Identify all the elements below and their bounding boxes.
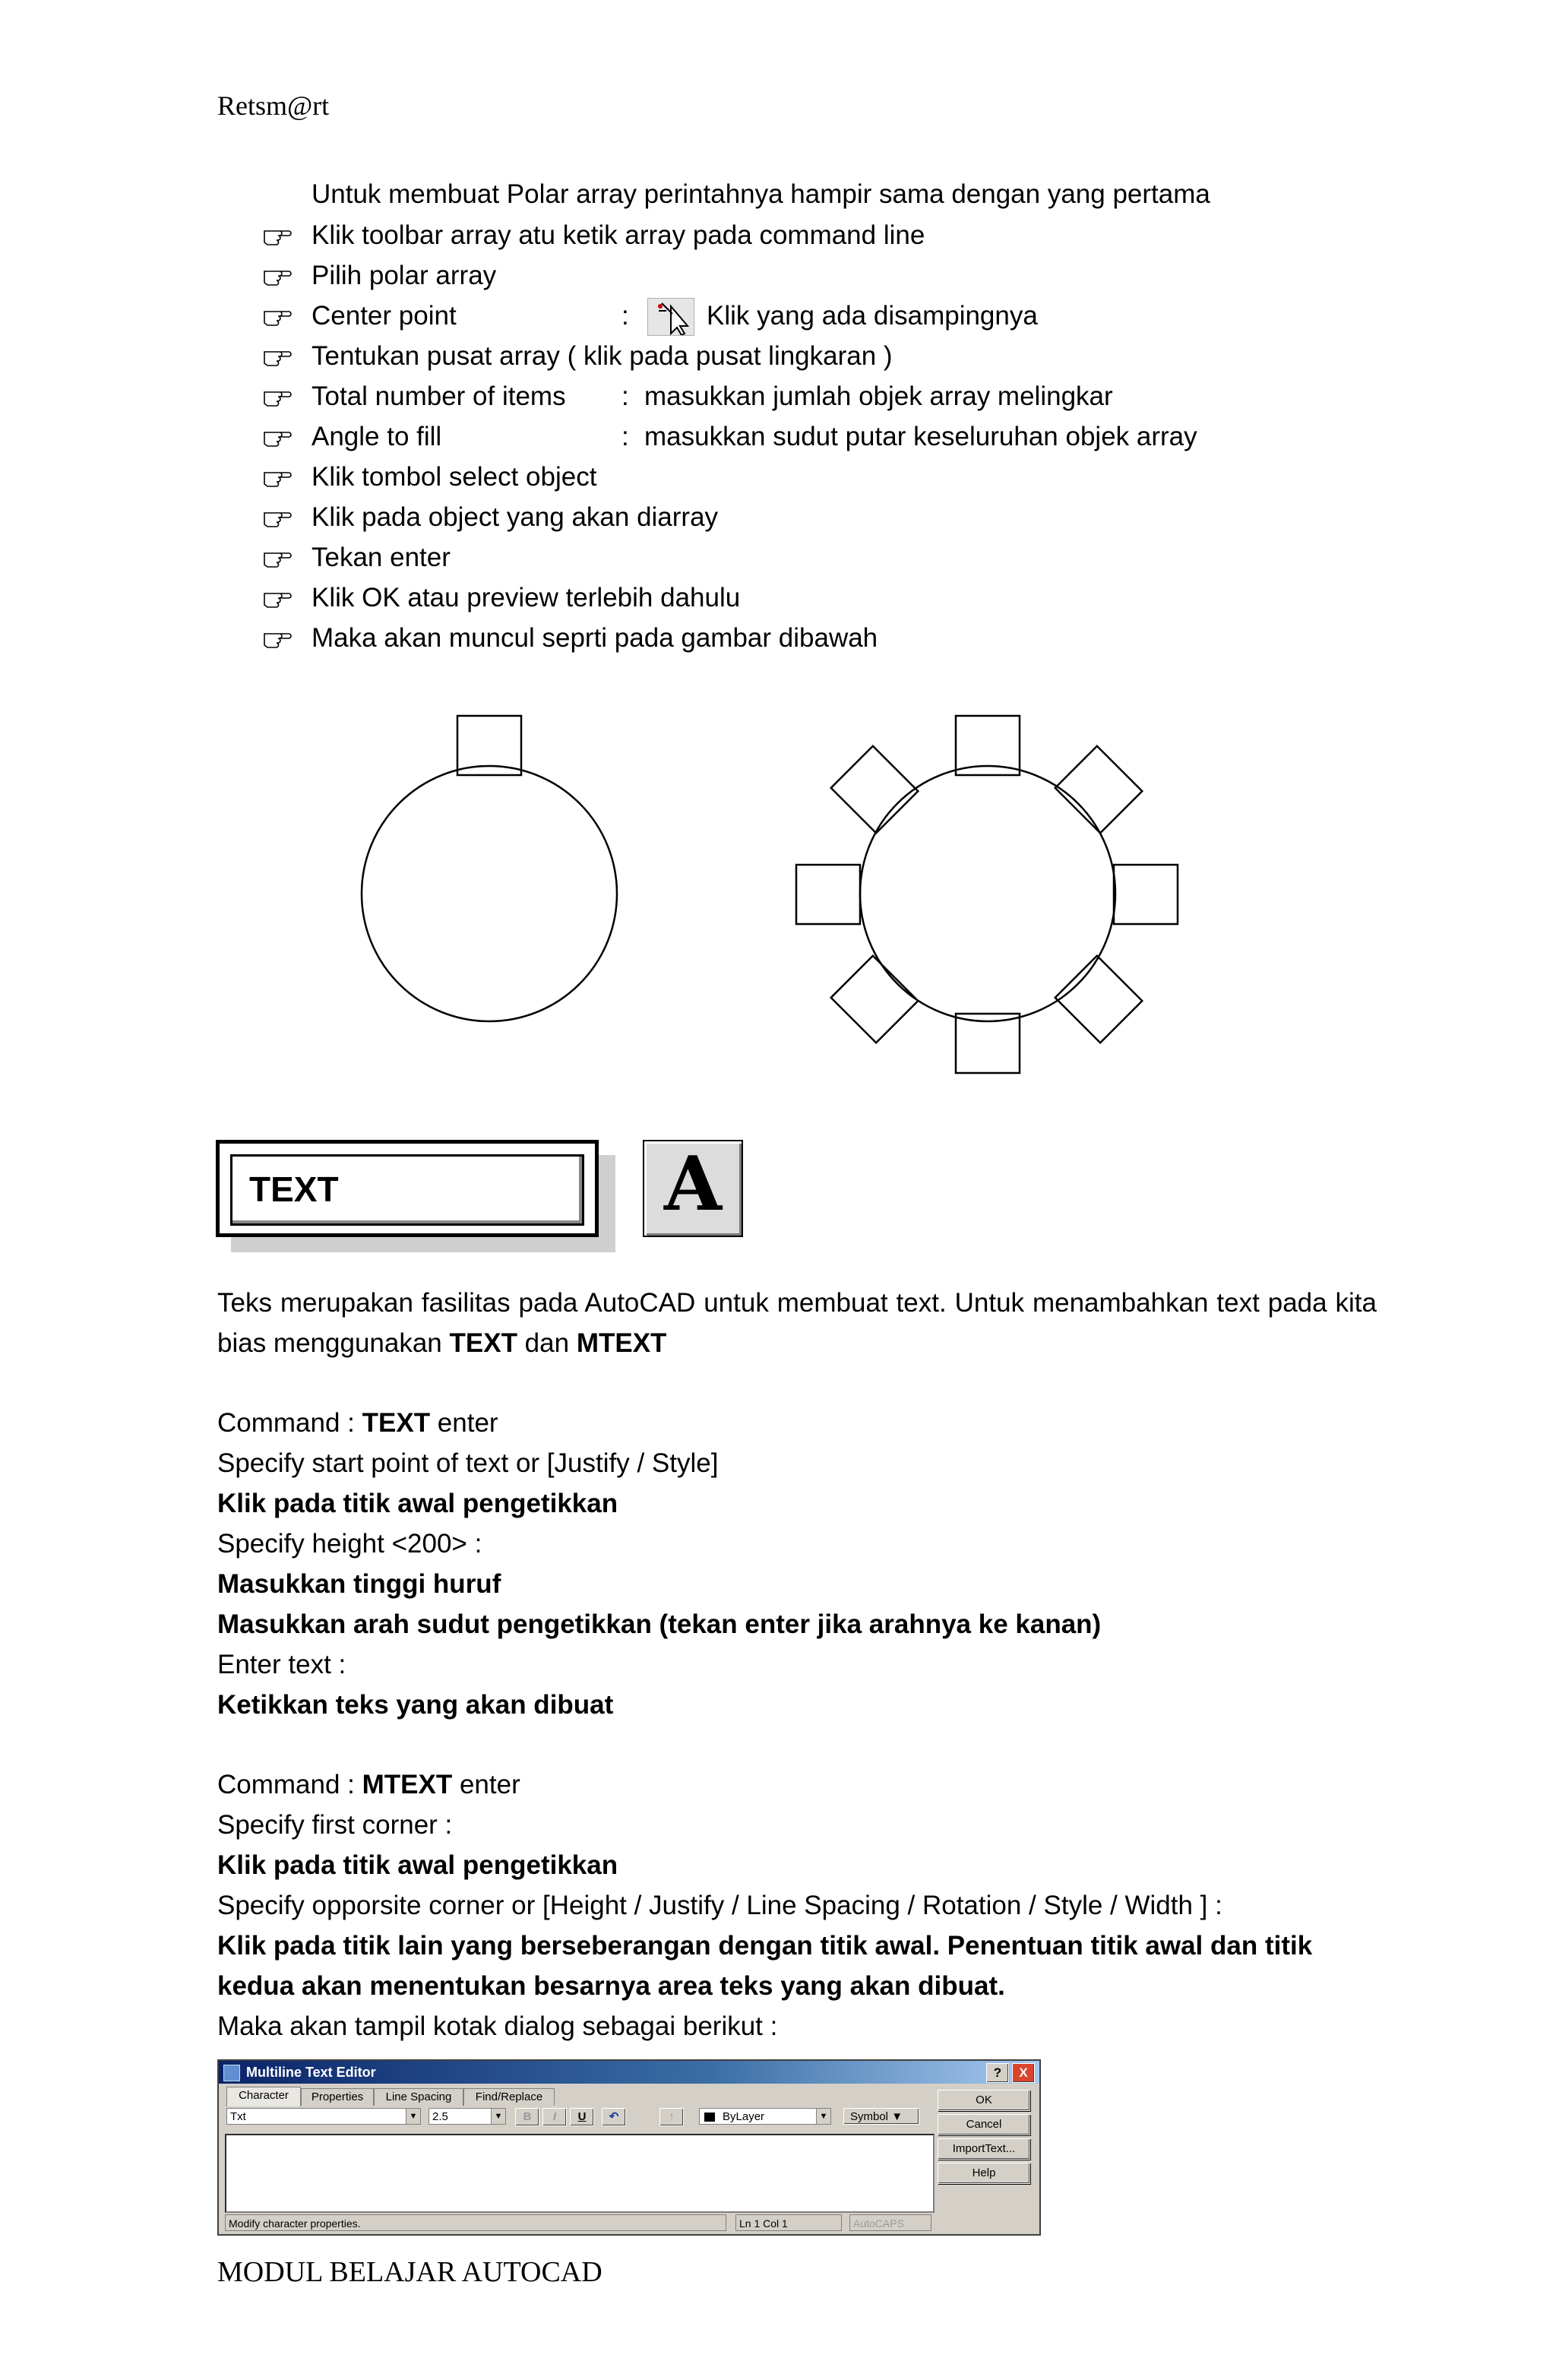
text-tool-icon [643,1140,743,1237]
multiline-text-editor-dialog [217,2059,1041,2236]
step-label: Klik toolbar array atu ketik array pada command line [312,220,925,250]
symbol-button[interactable]: Symbol ▼ [843,2108,919,2125]
autocaps-indicator: AutoCAPS [849,2214,931,2231]
cancel-button[interactable]: Cancel [938,2114,1030,2135]
step-label: Angle to fill [312,422,442,451]
status-message: Modify character properties. [225,2214,726,2231]
text-icon-glyph: A [663,1141,723,1228]
underline-button[interactable]: U [570,2108,594,2126]
text-section-title [216,1140,599,1239]
step-label: Tekan enter [312,543,451,572]
font-select[interactable]: Txt ▼ [226,2108,421,2125]
command-line: Command : MTEXT enter [217,1770,520,1799]
tab-character[interactable]: Character [226,2087,301,2106]
instruction-line: Masukkan tinggi huruf [217,1569,501,1599]
italic-button[interactable]: I [542,2108,567,2126]
prompt-line: Enter text : [217,1650,346,1679]
step-label: Total number of items [312,381,566,411]
cursor-position: Ln 1 Col 1 [735,2214,842,2231]
prompt-line: Specify first corner : [217,1810,453,1840]
step-value: masukkan jumlah objek array melingkar [644,381,1113,411]
chevron-down-icon: ▼ [816,2109,830,2124]
step-label: Maka akan muncul seprti pada gambar dibawah [312,623,878,653]
circle [362,766,617,1021]
undo-button[interactable]: ↶ [602,2108,626,2126]
step-label: Tentukan pusat array ( klik pada pusat lingkaran ) [312,341,893,371]
square [1055,956,1143,1043]
prompt-line: Specify opporsite corner or [Height / Justify / Line Spacing / Rotation / Style / Width ] : [217,1891,1222,1920]
instruction-line: kedua akan menentukan besarnya area teks yang akan dibuat. [217,1971,1005,2001]
square [796,865,860,924]
instruction-line: Klik pada titik awal pengetikkan [217,1489,618,1518]
prompt-line: Specify height <200> : [217,1529,482,1559]
step-label: Klik OK atau preview terlebih dahulu [312,583,741,612]
help-title-button[interactable]: ? [986,2063,1009,2083]
square [831,746,919,834]
prompt-line: Specify start point of text or [Justify / Style] [217,1448,719,1478]
page-header: Retsm@rt [217,90,330,121]
instruction-line: Ketikkan teks yang akan dibuat [217,1690,614,1720]
page-footer: MODUL BELAJAR AUTOCAD [217,2256,602,2288]
step-label: Klik tombol select object [312,462,597,492]
ok-button[interactable]: OK [938,2090,1030,2111]
step-value: Klik yang ada disampingnya [707,301,1038,331]
before-array-drawing [362,716,617,1021]
instruction-line: Klik pada titik lain yang berseberangan dengan titik awal. Penentuan titik awal dan titik [217,1931,1313,1961]
import-text-button[interactable]: ImportText... [938,2138,1030,2160]
tab-properties[interactable]: Properties [301,2088,374,2106]
height-select[interactable]: 2.5 ▼ [429,2108,506,2125]
tab-line-spacing[interactable]: Line Spacing [374,2088,463,2106]
square [956,1014,1020,1073]
chevron-down-icon: ▼ [491,2109,505,2124]
square [1055,746,1143,834]
step-colon: : [621,301,629,331]
bold-button[interactable]: B [515,2108,539,2126]
step-label: Pilih polar array [312,261,497,290]
square [831,956,919,1043]
text-command-block [217,1403,1403,1725]
close-button[interactable]: X [1012,2063,1035,2083]
command-line: Command : TEXT enter [217,1408,498,1438]
dialog-title-bar [219,2061,1039,2084]
color-select[interactable]: ByLayer ▼ [699,2108,831,2125]
step-value: masukkan sudut putar keseluruhan objek array [644,422,1197,451]
stack-button[interactable]: ↑ [659,2108,684,2126]
step-label: Klik pada object yang akan diarray [312,502,719,532]
instruction-line: Masukkan arah sudut pengetikkan (tekan enter jika arahnya ke kanan) [217,1609,1102,1639]
step-label: Center point [312,301,457,331]
polar-array-figure [0,0,1556,1094]
step-colon: : [621,381,629,411]
prompt-line: Maka akan tampil kotak dialog sebagai berikut : [217,2011,778,2041]
intro-text: Untuk membuat Polar array perintahnya hampir sama dengan yang pertama [312,179,1210,209]
description-paragraph: Teks merupakan fasilitas pada AutoCAD untuk membuat text. Untuk menambahkan text pada kita bias menggunakan TEXT dan MTEXT [217,1288,1377,1358]
text-edit-area[interactable] [225,2134,935,2213]
app-icon [223,2065,240,2081]
help-button[interactable]: Help [938,2163,1030,2184]
instruction-line: Klik pada titik awal pengetikkan [217,1850,618,1880]
chevron-down-icon: ▼ [406,2109,420,2124]
section-title: TEXT [249,1169,339,1209]
after-array-drawing [796,716,1178,1073]
step-colon: : [621,422,629,451]
color-swatch [704,2113,715,2122]
circle [860,766,1115,1021]
tab-find-replace[interactable]: Find/Replace [463,2088,555,2106]
mtext-command-block [217,1764,1403,2046]
dialog-title: Multiline Text Editor [246,2065,376,2080]
square [1114,865,1178,924]
